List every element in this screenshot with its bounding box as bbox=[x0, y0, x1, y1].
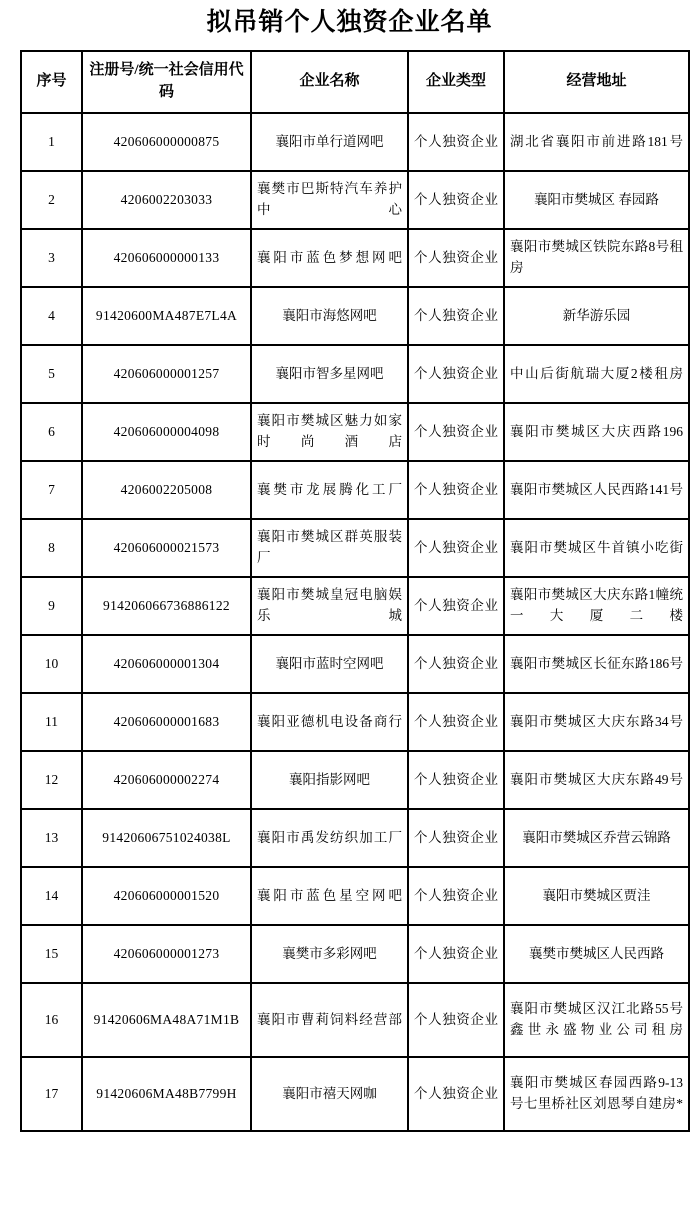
table-header-row bbox=[21, 51, 689, 113]
cell-sequence-number: 7 bbox=[21, 461, 82, 519]
cell-sequence-number: 16 bbox=[21, 983, 82, 1057]
cell-enterprise-name: 襄阳市智多星网吧 bbox=[251, 345, 408, 403]
cell-enterprise-name: 襄樊市巴斯特汽车养护中心 bbox=[251, 171, 408, 229]
column-header-address: 经营地址 bbox=[504, 51, 689, 113]
table-row bbox=[21, 113, 689, 171]
cell-registration-number: 91420606MA48A71M1B bbox=[82, 983, 251, 1057]
column-header-type: 企业类型 bbox=[408, 51, 504, 113]
enterprise-revocation-table bbox=[20, 50, 690, 1132]
cell-enterprise-type: 个人独资企业 bbox=[408, 229, 504, 287]
cell-business-address: 襄阳市樊城区大庆西路196 bbox=[504, 403, 689, 461]
cell-business-address: 湖北省襄阳市前进路181号 bbox=[504, 113, 689, 171]
cell-sequence-number: 11 bbox=[21, 693, 82, 751]
cell-enterprise-type: 个人独资企业 bbox=[408, 287, 504, 345]
cell-business-address: 襄阳市樊城区长征东路186号 bbox=[504, 635, 689, 693]
cell-enterprise-type: 个人独资企业 bbox=[408, 693, 504, 751]
cell-registration-number: 420606000000875 bbox=[82, 113, 251, 171]
cell-registration-number: 91420606751024038L bbox=[82, 809, 251, 867]
table-row bbox=[21, 519, 689, 577]
table-row bbox=[21, 287, 689, 345]
table-row bbox=[21, 1057, 689, 1131]
cell-enterprise-type: 个人独资企业 bbox=[408, 519, 504, 577]
cell-business-address: 新华游乐园 bbox=[504, 287, 689, 345]
cell-enterprise-name: 襄阳市樊城区魅力如家时尚酒店 bbox=[251, 403, 408, 461]
cell-enterprise-type: 个人独资企业 bbox=[408, 751, 504, 809]
cell-enterprise-name: 襄樊市多彩网吧 bbox=[251, 925, 408, 983]
cell-business-address: 襄阳市樊城区人民西路141号 bbox=[504, 461, 689, 519]
table-header bbox=[21, 51, 689, 113]
cell-enterprise-name: 襄阳市蓝时空网吧 bbox=[251, 635, 408, 693]
cell-enterprise-type: 个人独资企业 bbox=[408, 867, 504, 925]
cell-enterprise-type: 个人独资企业 bbox=[408, 635, 504, 693]
cell-registration-number: 420606000001520 bbox=[82, 867, 251, 925]
cell-enterprise-name: 襄阳指影网吧 bbox=[251, 751, 408, 809]
cell-enterprise-type: 个人独资企业 bbox=[408, 171, 504, 229]
cell-sequence-number: 15 bbox=[21, 925, 82, 983]
cell-sequence-number: 14 bbox=[21, 867, 82, 925]
cell-enterprise-name: 襄阳亚德机电设备商行 bbox=[251, 693, 408, 751]
cell-business-address: 襄樊市樊城区人民西路 bbox=[504, 925, 689, 983]
cell-enterprise-name: 襄阳市蓝色星空网吧 bbox=[251, 867, 408, 925]
cell-business-address: 襄阳市樊城区大庆东路1幢统一大厦二楼 bbox=[504, 577, 689, 635]
cell-sequence-number: 1 bbox=[21, 113, 82, 171]
cell-enterprise-type: 个人独资企业 bbox=[408, 577, 504, 635]
cell-enterprise-name: 襄阳市蓝色梦想网吧 bbox=[251, 229, 408, 287]
table-row bbox=[21, 345, 689, 403]
column-header-reg-no: 注册号/统一社会信用代码 bbox=[82, 51, 251, 113]
table-row bbox=[21, 229, 689, 287]
cell-sequence-number: 12 bbox=[21, 751, 82, 809]
column-header-name: 企业名称 bbox=[251, 51, 408, 113]
cell-registration-number: 91420606MA48B7799H bbox=[82, 1057, 251, 1131]
cell-sequence-number: 8 bbox=[21, 519, 82, 577]
cell-registration-number: 420606000001273 bbox=[82, 925, 251, 983]
cell-enterprise-name: 襄阳市单行道网吧 bbox=[251, 113, 408, 171]
cell-enterprise-type: 个人独资企业 bbox=[408, 1057, 504, 1131]
cell-business-address: 襄阳市樊城区贾洼 bbox=[504, 867, 689, 925]
cell-enterprise-type: 个人独资企业 bbox=[408, 809, 504, 867]
table-row bbox=[21, 867, 689, 925]
cell-registration-number: 420606000001683 bbox=[82, 693, 251, 751]
cell-registration-number: 420606000001257 bbox=[82, 345, 251, 403]
cell-registration-number: 91420600MA487E7L4A bbox=[82, 287, 251, 345]
cell-enterprise-type: 个人独资企业 bbox=[408, 461, 504, 519]
page-title: 拟吊销个人独资企业名单 bbox=[206, 9, 493, 36]
cell-business-address: 襄阳市樊城区大庆东路49号 bbox=[504, 751, 689, 809]
cell-enterprise-name: 襄阳市樊城区群英服装厂 bbox=[251, 519, 408, 577]
table-row bbox=[21, 577, 689, 635]
cell-enterprise-type: 个人独资企业 bbox=[408, 345, 504, 403]
table-body bbox=[21, 113, 689, 1131]
cell-enterprise-type: 个人独资企业 bbox=[408, 113, 504, 171]
cell-enterprise-name: 襄阳市禧天网咖 bbox=[251, 1057, 408, 1131]
cell-enterprise-name: 襄阳市樊城皇冠电脑娱乐城 bbox=[251, 577, 408, 635]
cell-registration-number: 4206002203033 bbox=[82, 171, 251, 229]
cell-registration-number: 914206066736886122 bbox=[82, 577, 251, 635]
cell-sequence-number: 13 bbox=[21, 809, 82, 867]
cell-enterprise-name: 襄阳市禹发纺织加工厂 bbox=[251, 809, 408, 867]
cell-enterprise-name: 襄阳市曹莉饲料经营部 bbox=[251, 983, 408, 1057]
cell-sequence-number: 9 bbox=[21, 577, 82, 635]
cell-registration-number: 420606000000133 bbox=[82, 229, 251, 287]
cell-enterprise-type: 个人独资企业 bbox=[408, 403, 504, 461]
cell-enterprise-type: 个人独资企业 bbox=[408, 983, 504, 1057]
table-row bbox=[21, 983, 689, 1057]
cell-enterprise-type: 个人独资企业 bbox=[408, 925, 504, 983]
cell-sequence-number: 5 bbox=[21, 345, 82, 403]
cell-registration-number: 420606000001304 bbox=[82, 635, 251, 693]
cell-sequence-number: 17 bbox=[21, 1057, 82, 1131]
cell-registration-number: 420606000002274 bbox=[82, 751, 251, 809]
table-row bbox=[21, 171, 689, 229]
cell-sequence-number: 10 bbox=[21, 635, 82, 693]
cell-business-address: 襄阳市樊城区乔营云锦路 bbox=[504, 809, 689, 867]
table-row bbox=[21, 693, 689, 751]
cell-registration-number: 420606000021573 bbox=[82, 519, 251, 577]
cell-registration-number: 4206002205008 bbox=[82, 461, 251, 519]
cell-business-address: 襄阳市樊城区春园西路9-13号七里桥社区刘恩琴自建房* bbox=[504, 1057, 689, 1131]
cell-enterprise-name: 襄阳市海悠网吧 bbox=[251, 287, 408, 345]
table-row bbox=[21, 403, 689, 461]
cell-business-address: 襄阳市樊城区大庆东路34号 bbox=[504, 693, 689, 751]
cell-sequence-number: 6 bbox=[21, 403, 82, 461]
cell-sequence-number: 3 bbox=[21, 229, 82, 287]
cell-business-address: 襄阳市樊城区牛首镇小吃街 bbox=[504, 519, 689, 577]
table-row bbox=[21, 461, 689, 519]
table-row bbox=[21, 751, 689, 809]
cell-registration-number: 420606000004098 bbox=[82, 403, 251, 461]
cell-business-address: 襄阳市樊城区汉江北路55号鑫世永盛物业公司租房 bbox=[504, 983, 689, 1057]
cell-business-address: 襄阳市樊城区 春园路 bbox=[504, 171, 689, 229]
cell-enterprise-name: 襄樊市龙展腾化工厂 bbox=[251, 461, 408, 519]
cell-business-address: 襄阳市樊城区铁院东路8号租房 bbox=[504, 229, 689, 287]
cell-sequence-number: 2 bbox=[21, 171, 82, 229]
cell-sequence-number: 4 bbox=[21, 287, 82, 345]
cell-business-address: 中山后街航瑞大厦2楼租房 bbox=[504, 345, 689, 403]
table-row bbox=[21, 635, 689, 693]
table-row bbox=[21, 925, 689, 983]
column-header-seq: 序号 bbox=[21, 51, 82, 113]
table-row bbox=[21, 809, 689, 867]
